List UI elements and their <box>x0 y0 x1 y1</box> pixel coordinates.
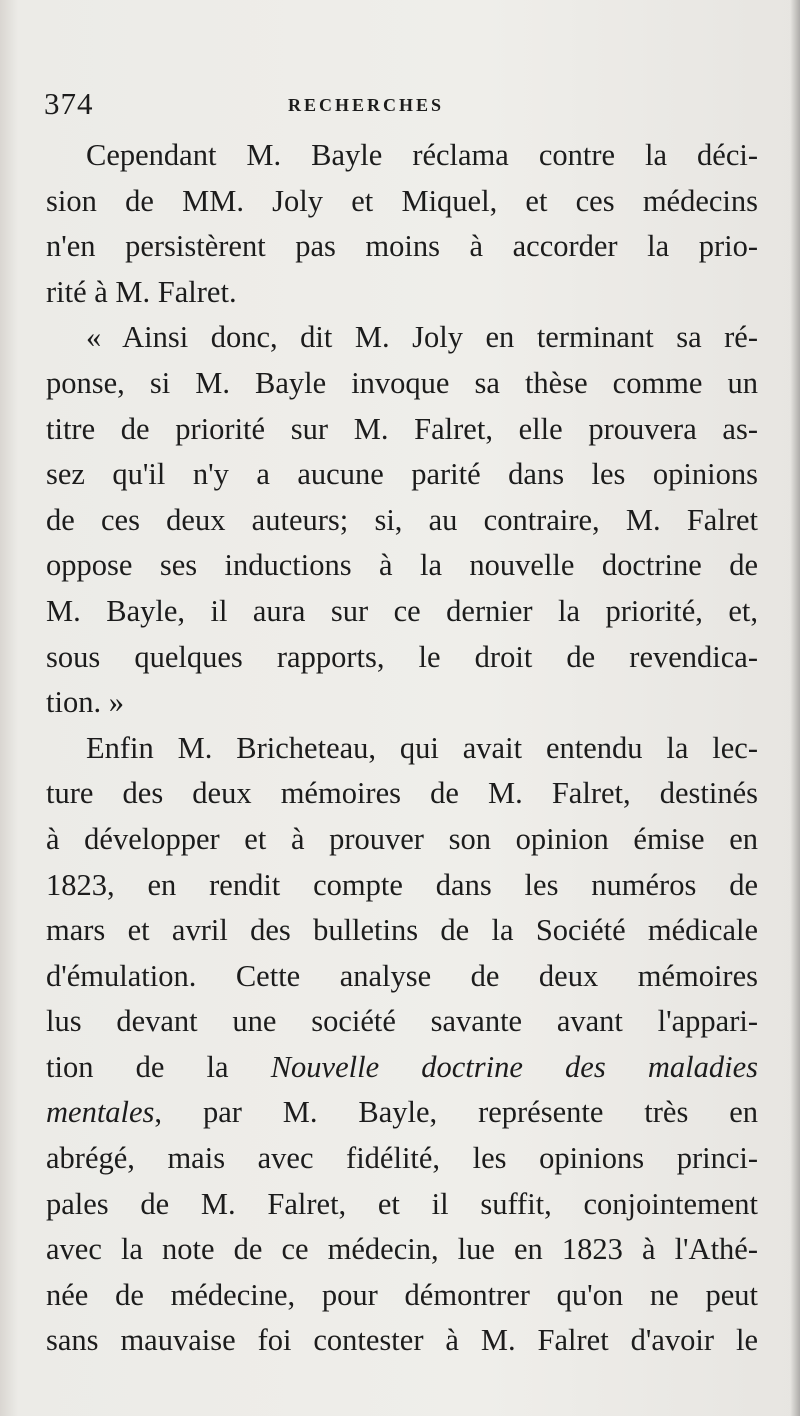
line-text: oppose ses inductions à la nouvelle doctrine de <box>46 548 758 583</box>
line-text: sion de MM. Joly et Miquel, et ces médecins <box>46 183 758 218</box>
line-text: tion de la <box>46 1049 271 1084</box>
text-line <box>46 1273 758 1319</box>
text-line <box>46 863 758 909</box>
text-line <box>46 179 758 225</box>
text-line <box>46 1182 758 1228</box>
text-line <box>46 680 758 726</box>
text-line <box>46 726 758 772</box>
italic-title: Nouvelle doctrine des maladies <box>270 1049 758 1084</box>
text-line <box>46 999 758 1045</box>
line-text: avec la note de ce médecin, lue en 1823 à l'Athé- <box>46 1232 758 1267</box>
text-line <box>46 315 758 361</box>
text-line <box>46 407 758 453</box>
text-line <box>46 1318 758 1364</box>
text-line <box>46 589 758 635</box>
line-text: n'en persistèrent pas moins à accorder la prio- <box>46 229 758 264</box>
running-head: RECHERCHES <box>288 95 445 115</box>
line-text: née de médecine, pour démontrer qu'on ne peut <box>46 1277 758 1312</box>
text-line <box>46 224 758 270</box>
text-line <box>46 771 758 817</box>
line-text: tion. » <box>46 685 124 720</box>
page-edge-shadow <box>790 0 800 1416</box>
text-line <box>46 452 758 498</box>
line-text: « Ainsi donc, dit M. Joly en terminant sa ré- <box>86 320 758 355</box>
line-text: abrégé, mais avec fidélité, les opinions princi- <box>46 1141 758 1176</box>
line-text: rité à M. Falret. <box>46 274 237 309</box>
line-text: Enfin M. Bricheteau, qui avait entendu la lec- <box>86 730 758 765</box>
page-header <box>44 86 754 126</box>
line-text: mars et avril des bulletins de la Société médicale <box>46 913 758 948</box>
line-text: pales de M. Falret, et il suffit, conjointement <box>46 1186 758 1221</box>
text-line <box>46 954 758 1000</box>
line-text: sans mauvaise foi contester à M. Falret d'avoir le <box>46 1323 758 1358</box>
line-text: 1823, en rendit compte dans les numéros de <box>46 867 758 902</box>
text-line <box>46 1090 758 1136</box>
line-text: M. Bayle, il aura sur ce dernier la priorité, et, <box>46 593 758 628</box>
line-text: d'émulation. Cette analyse de deux mémoires <box>46 958 758 993</box>
line-text: de ces deux auteurs; si, au contraire, M. Falret <box>46 502 758 537</box>
text-line <box>46 498 758 544</box>
line-text: sez qu'il n'y a aucune parité dans les opinions <box>46 457 758 492</box>
text-line <box>46 543 758 589</box>
line-text: à développer et à prouver son opinion émise en <box>46 821 758 856</box>
italic-title: mentales <box>46 1095 155 1130</box>
line-text: ture des deux mémoires de M. Falret, destinés <box>46 776 758 811</box>
text-line <box>46 270 758 316</box>
line-text: ponse, si M. Bayle invoque sa thèse comme un <box>46 365 758 400</box>
text-line <box>46 908 758 954</box>
text-line <box>46 817 758 863</box>
line-text: Cependant M. Bayle réclama contre la déci- <box>86 138 758 172</box>
line-text: lus devant une société savante avant l'appari- <box>46 1004 758 1039</box>
line-text: , par M. Bayle, représente très en <box>154 1095 758 1130</box>
line-text: sous quelques rapports, le droit de revendica- <box>46 639 758 674</box>
body-text <box>46 133 758 1364</box>
text-line <box>46 361 758 407</box>
text-line <box>46 1227 758 1273</box>
page-number: 374 <box>44 86 94 121</box>
line-text: titre de priorité sur M. Falret, elle prouvera as- <box>46 411 758 446</box>
text-line <box>46 1136 758 1182</box>
text-line <box>46 635 758 681</box>
text-line <box>46 133 758 179</box>
text-line <box>46 1045 758 1091</box>
